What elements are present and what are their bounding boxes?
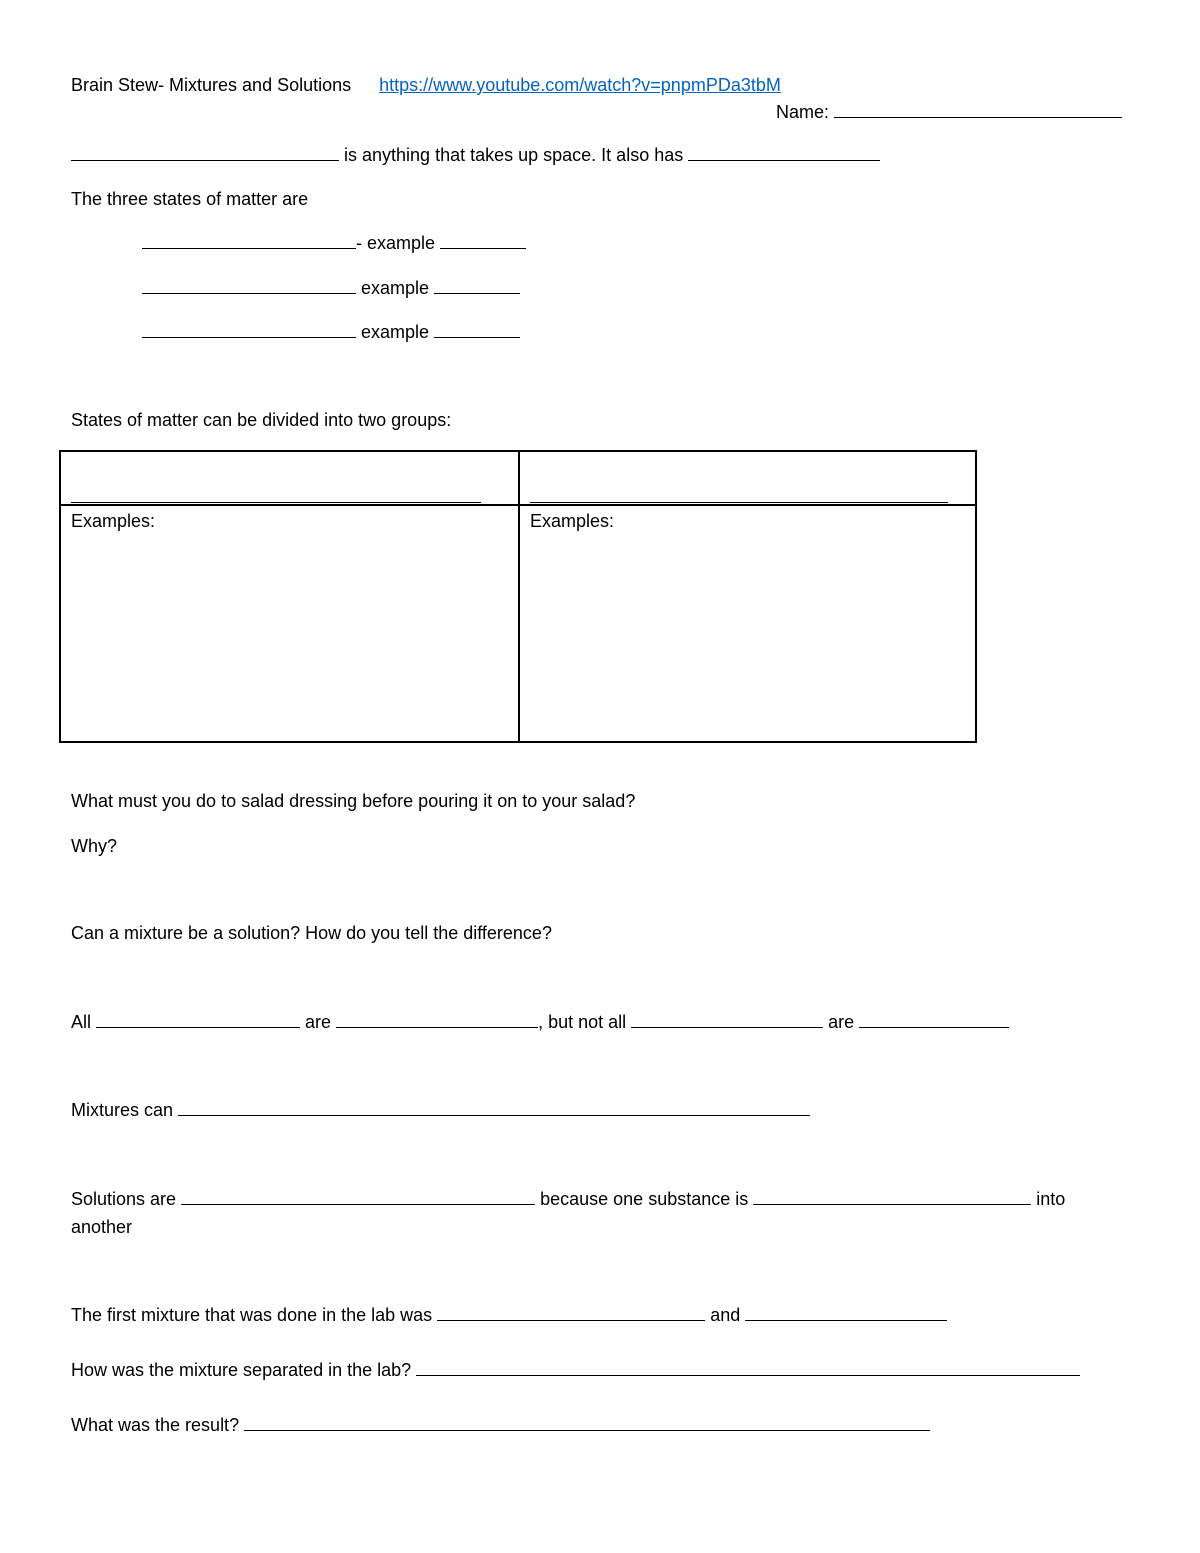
example-2-blank[interactable] xyxy=(434,277,520,294)
and-label: and xyxy=(710,1305,741,1325)
group-2-heading-blank[interactable] xyxy=(530,501,948,503)
solutions-line xyxy=(71,1188,1065,1210)
state-2-blank[interactable] xyxy=(142,277,356,294)
why-question: Why? xyxy=(71,836,118,856)
worksheet-title-line xyxy=(71,74,781,96)
table-column-divider xyxy=(518,452,520,741)
state-3-blank[interactable] xyxy=(142,321,356,338)
separated-blank[interactable] xyxy=(416,1359,1080,1376)
example-1-blank[interactable] xyxy=(440,232,526,249)
group-1-heading-blank[interactable] xyxy=(71,501,481,503)
first-mixture-line xyxy=(71,1304,947,1326)
state-row-3 xyxy=(142,321,520,343)
name-field xyxy=(776,101,1122,123)
solutions-are-label: Solutions are xyxy=(71,1189,177,1209)
first-mixture-blank-1[interactable] xyxy=(437,1304,705,1321)
worksheet-title: Brain Stew- Mixtures and Solutions xyxy=(71,75,352,95)
states-intro: The three states of matter are xyxy=(71,189,309,209)
because-label: because one substance is xyxy=(540,1189,749,1209)
mixtures-can-line xyxy=(71,1099,810,1121)
solutions-blank-2[interactable] xyxy=(753,1188,1031,1205)
first-mixture-label: The first mixture that was done in the lab was xyxy=(71,1305,433,1325)
all-blank-1[interactable] xyxy=(96,1011,300,1028)
all-are-line xyxy=(71,1011,1009,1033)
mixtures-can-label: Mixtures can xyxy=(71,1100,174,1120)
are-label: are xyxy=(828,1012,855,1032)
another-label: another xyxy=(71,1217,133,1237)
but-not-all-label: , but not all xyxy=(538,1012,627,1032)
group-1-examples-label: Examples: xyxy=(71,511,156,531)
matter-text: is anything that takes up space. It also has xyxy=(344,145,684,165)
all-blank-4[interactable] xyxy=(859,1011,1009,1028)
all-label: All xyxy=(71,1012,92,1032)
separated-label: How was the mixture separated in the lab? xyxy=(71,1360,412,1380)
example-label: example xyxy=(361,322,430,342)
all-blank-2[interactable] xyxy=(336,1011,538,1028)
video-link[interactable]: https://www.youtube.com/watch?v=pnpmPDa3tbM xyxy=(379,75,781,95)
result-label: What was the result? xyxy=(71,1415,240,1435)
groups-table xyxy=(59,450,977,743)
state-row-2 xyxy=(142,277,520,299)
matter-blank[interactable] xyxy=(71,144,339,161)
groups-intro: States of matter can be divided into two groups: xyxy=(71,410,452,430)
state-1-blank[interactable] xyxy=(142,232,356,249)
result-line xyxy=(71,1414,930,1436)
example-3-blank[interactable] xyxy=(434,321,520,338)
separated-line xyxy=(71,1359,1080,1381)
table-row-divider xyxy=(61,504,975,506)
name-label: Name: xyxy=(776,102,830,122)
all-blank-3[interactable] xyxy=(631,1011,823,1028)
example-label: example xyxy=(361,278,430,298)
group-2-examples-label: Examples: xyxy=(530,511,615,531)
salad-question: What must you do to salad dressing before pouring it on to your salad? xyxy=(71,791,636,811)
example-label: - example xyxy=(356,233,436,253)
result-blank[interactable] xyxy=(244,1414,930,1431)
mixture-solution-question: Can a mixture be a solution? How do you tell the difference? xyxy=(71,923,552,943)
into-label: into xyxy=(1036,1189,1066,1209)
name-blank[interactable] xyxy=(834,101,1122,118)
solutions-blank-1[interactable] xyxy=(181,1188,535,1205)
first-mixture-blank-2[interactable] xyxy=(745,1304,947,1321)
state-row-1 xyxy=(142,232,526,254)
matter-definition-line xyxy=(71,144,880,166)
are-label: are xyxy=(305,1012,332,1032)
mixtures-can-blank[interactable] xyxy=(178,1099,810,1116)
mass-blank[interactable] xyxy=(688,144,880,161)
